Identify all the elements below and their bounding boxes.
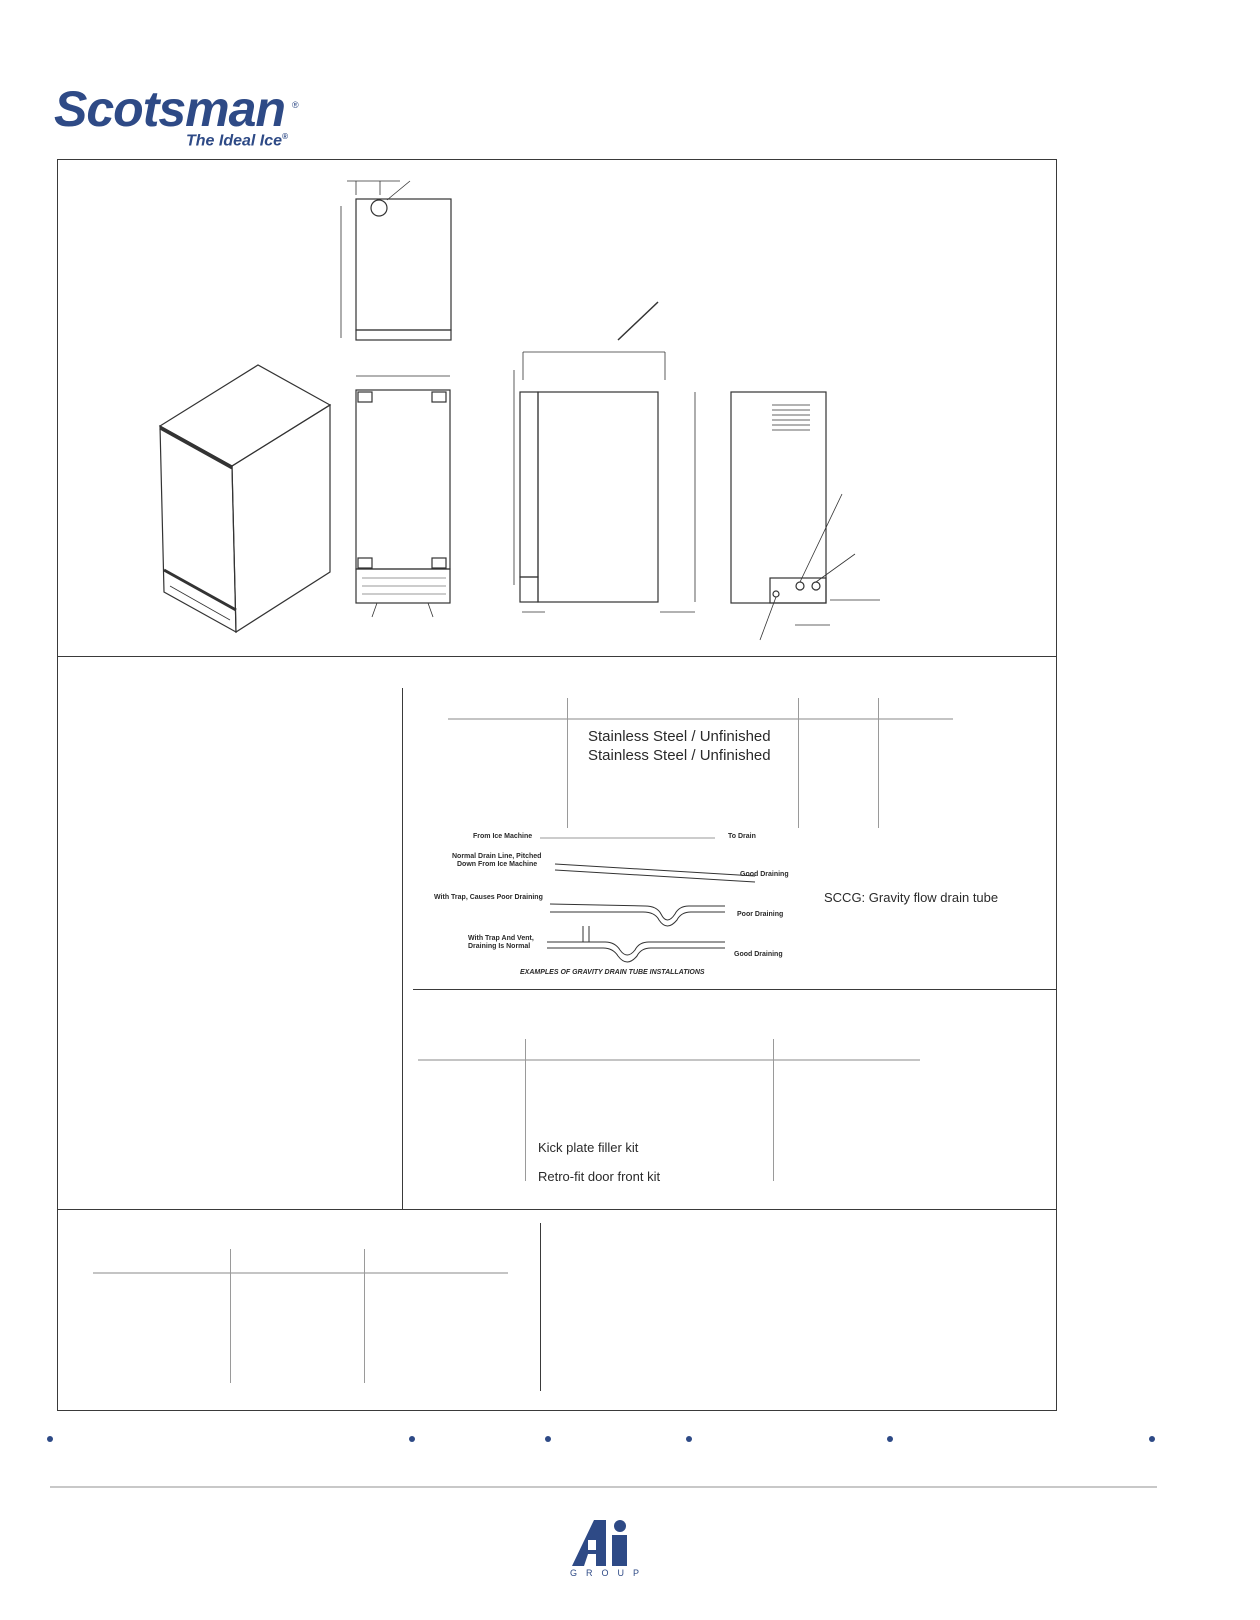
trap-drain-label: With Trap, Causes Poor Draining	[434, 894, 543, 901]
footer-bullet	[686, 1436, 692, 1442]
drain-diagram-caption: EXAMPLES OF GRAVITY DRAIN TUBE INSTALLATIONS	[520, 969, 705, 976]
top-view-drawing	[341, 181, 451, 340]
vent-drain-label-1: With Trap And Vent,	[468, 935, 534, 942]
footer-bullet	[545, 1436, 551, 1442]
isometric-view-drawing	[160, 365, 330, 632]
finishes-table-col-divider	[798, 698, 799, 828]
section-divider	[413, 989, 1057, 990]
normal-drain-label-1: Normal Drain Line, Pitched	[452, 853, 542, 860]
normal-drain-result: Good Draining	[740, 871, 789, 878]
accessory-item-2: Retro-fit door front kit	[538, 1169, 661, 1184]
footer-bullet	[887, 1436, 893, 1442]
bottom-table-col-divider	[230, 1249, 231, 1383]
bottom-table-header-rule	[93, 1272, 508, 1274]
finishes-table-col-divider	[567, 698, 568, 828]
rear-view-drawing	[731, 392, 880, 640]
accessories-table-col-divider	[525, 1039, 526, 1181]
brand-registered-mark: ®	[292, 100, 299, 110]
vent-drain-label-2: Draining Is Normal	[468, 943, 531, 950]
footer-bullet	[47, 1436, 53, 1442]
ali-group-logo-icon	[570, 1518, 640, 1568]
accessory-item-1: Kick plate filler kit	[538, 1140, 639, 1155]
ali-group-wordmark: GROUP	[570, 1568, 649, 1578]
section-divider	[57, 1209, 1057, 1210]
accessories-table-col-divider	[773, 1039, 774, 1181]
normal-drain-label-2: Down From Ice Machine	[457, 861, 538, 868]
trap-drain-result: Poor Draining	[737, 911, 784, 918]
brand-tagline: The Ideal Ice®	[186, 132, 288, 150]
footer-bullet	[409, 1436, 415, 1442]
side-view-drawing	[514, 302, 695, 612]
column-divider	[540, 1223, 541, 1391]
finishes-table-col-divider	[878, 698, 879, 828]
dimension-drawings	[0, 0, 1260, 660]
drain-to-label: To Drain	[728, 833, 756, 840]
brand-logo-wordmark: Scotsman	[54, 81, 285, 137]
accessories-table-header-rule	[418, 1059, 920, 1061]
bottom-table-col-divider	[364, 1249, 365, 1383]
footer-rule	[50, 1486, 1157, 1488]
front-view-drawing	[356, 376, 450, 617]
drain-from-label: From Ice Machine	[473, 833, 533, 840]
vent-drain-result: Good Draining	[734, 951, 783, 958]
drain-note: SCCG: Gravity flow drain tube	[824, 890, 999, 905]
column-divider	[402, 688, 403, 1209]
finish-row-1: Stainless Steel / Unfinished	[588, 728, 771, 745]
finish-row-2: Stainless Steel / Unfinished	[588, 747, 771, 764]
footer-bullet	[1149, 1436, 1155, 1442]
